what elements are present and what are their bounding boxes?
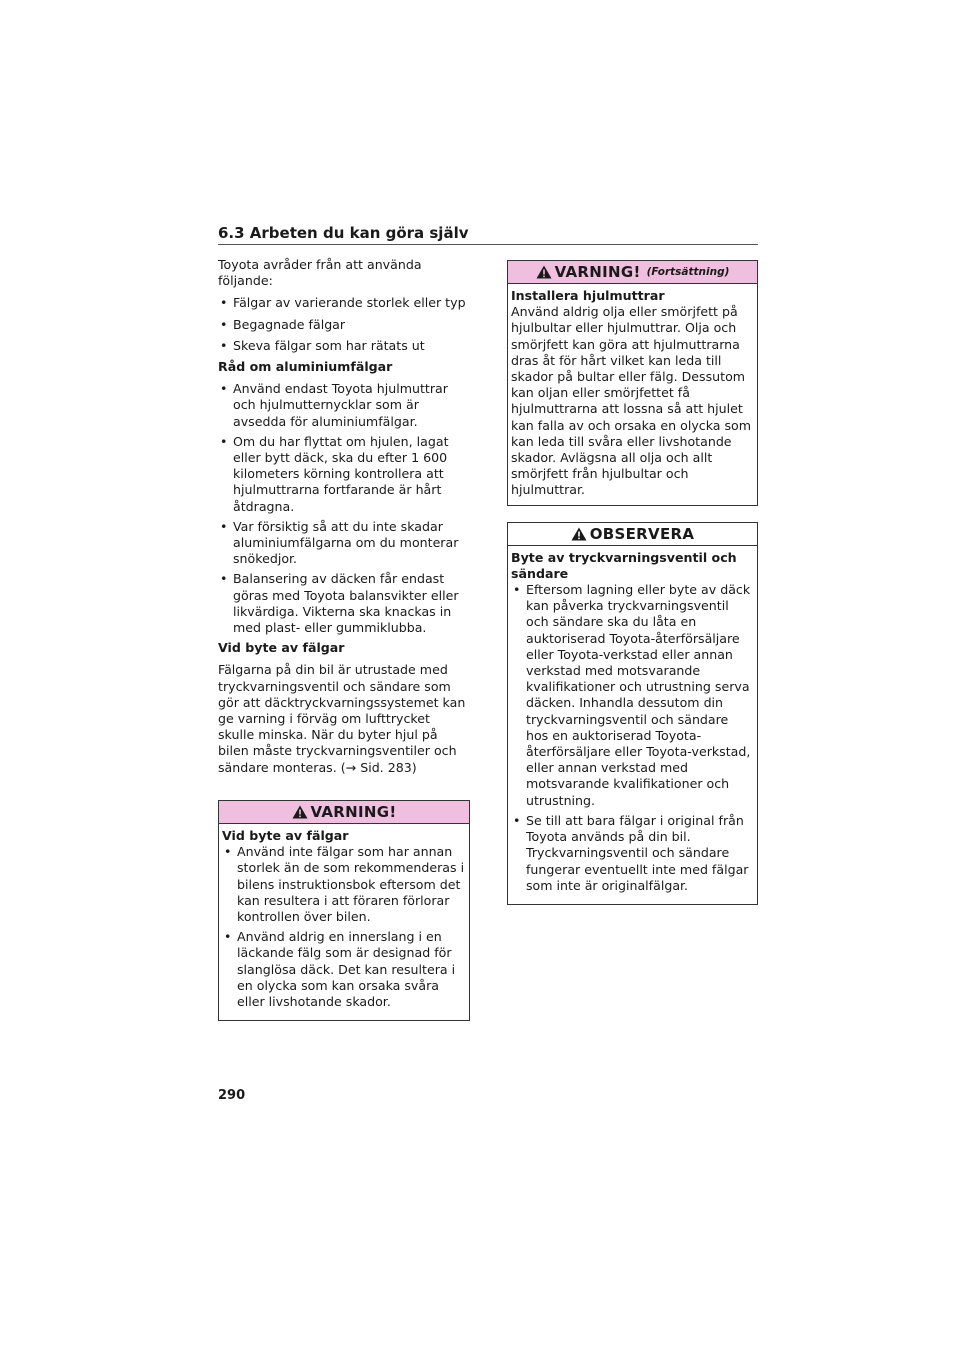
warning-box	[218, 800, 470, 1021]
list-item: • Skeva fälgar som har rätats ut	[218, 338, 468, 354]
change-text: Fälgarna på din bil är utrustade med tryckvarningsventil och sändare som gör att däcktryckvarningssystemet kan ge varning i förväg om lufttrycket skulle minska. När du byter hjul på bilen måste tryckvarningsventiler och sändare monteras. (→ Sid. 283)	[218, 662, 466, 775]
warning-triangle-icon	[292, 805, 308, 819]
warning-body	[508, 284, 757, 505]
warning-title: VARNING!	[554, 262, 641, 281]
warning-text: Använd aldrig olja eller smörjfett på hjulbultar eller hjulmuttrar. Olja och smörjfett kan göra att hjulmuttrarna dras åt för hårt vilket kan leda till skador på bultar eller fälg. Dessutom kan oljan eller smörjfettet få hjulmuttrarna att lossna så att hjulet kan falla av och orsaka en olycka som kan leda till svåra eller livshotande skador. Avlägsna all olja och allt smörjfett från hjulbultar och hjulmuttrar.	[511, 304, 752, 498]
notice-icon	[571, 527, 587, 541]
list-item: • Om du har flyttat om hjulen, lagat eller bytt däck, ska du efter 1 600 kilometers körning kontrollera att hjulmuttrarna fortfarande är hårt åtdragna.	[218, 434, 468, 515]
warning-triangle-icon	[536, 265, 552, 279]
right-column	[507, 260, 758, 905]
warning-header	[219, 801, 469, 824]
list-item: • Använd inte fälgar som har annan storlek än de som rekommenderas i bilens instruktionsbok eftersom det kan resultera i att föraren förlorar kontrollen över bilen.	[222, 844, 465, 925]
notice-title: OBSERVERA	[589, 524, 695, 543]
list-item: • Balansering av däcken får endast göras med Toyota balansvikter eller likvärdiga. Vikterna ska knackas in med plast- eller gummiklubba.	[218, 571, 468, 636]
warning-heading: Installera hjulmuttrar	[511, 288, 665, 303]
warning-heading: Vid byte av fälgar	[222, 827, 349, 843]
page-number: 290	[218, 1088, 246, 1103]
warning-continued-box	[507, 260, 758, 506]
aluminium-heading: Råd om aluminiumfälgar	[218, 359, 393, 375]
warning-header	[508, 261, 757, 284]
notice-header	[508, 523, 757, 546]
intro-text: Toyota avråder från att använda följande:	[218, 257, 422, 289]
list-item: • Var försiktig så att du inte skadar aluminiumfälgarna om du monterar snökedjor.	[218, 519, 468, 568]
list-item: • Se till att bara fälgar i original från Toyota används på din bil. Tryckvarningsventil och sändare fungerar eventuellt inte med fälgar som inte är originalfälgar.	[511, 813, 753, 894]
header-divider	[218, 244, 758, 245]
warning-list	[222, 844, 465, 1010]
list-item: • Begagnade fälgar	[218, 317, 468, 333]
notice-list	[511, 582, 753, 894]
avoid-list	[218, 295, 468, 354]
notice-heading: Byte av tryckvarningsventil och sändare	[511, 549, 737, 581]
left-column	[218, 257, 468, 1021]
change-heading: Vid byte av fälgar	[218, 640, 345, 656]
warning-title: VARNING!	[310, 802, 397, 821]
warning-subtitle: (Fortsättning)	[646, 265, 730, 278]
list-item: • Använd aldrig en innerslang i en läckande fälg som är designad för slanglösa däck. Det kan resultera i en olycka som kan orsaka svåra eller livshotande skador.	[222, 929, 465, 1010]
aluminium-list	[218, 381, 468, 636]
section-title: 6.3 Arbeten du kan göra själv	[218, 224, 469, 242]
warning-body	[219, 824, 469, 1020]
list-item: • Använd endast Toyota hjulmuttrar och hjulmutternycklar som är avsedda för aluminiumfälgar.	[218, 381, 468, 430]
notice-body	[508, 546, 757, 904]
list-item: • Fälgar av varierande storlek eller typ	[218, 295, 468, 311]
list-item: • Eftersom lagning eller byte av däck kan påverka tryckvarningsventil och sändare ska du låta en auktoriserad Toyota-återförsäljare eller Toyota-verkstad eller annan verkstad med motsvarande kvalifikationer och utrustning serva däcken. Inhandla dessutom din tryckvarningsventil och sändare hos en auktoriserad Toyota-återförsäljare eller Toyota-verkstad, eller annan verkstad med motsvarande kvalifikationer och utrustning.	[511, 582, 753, 809]
notice-box	[507, 522, 758, 905]
